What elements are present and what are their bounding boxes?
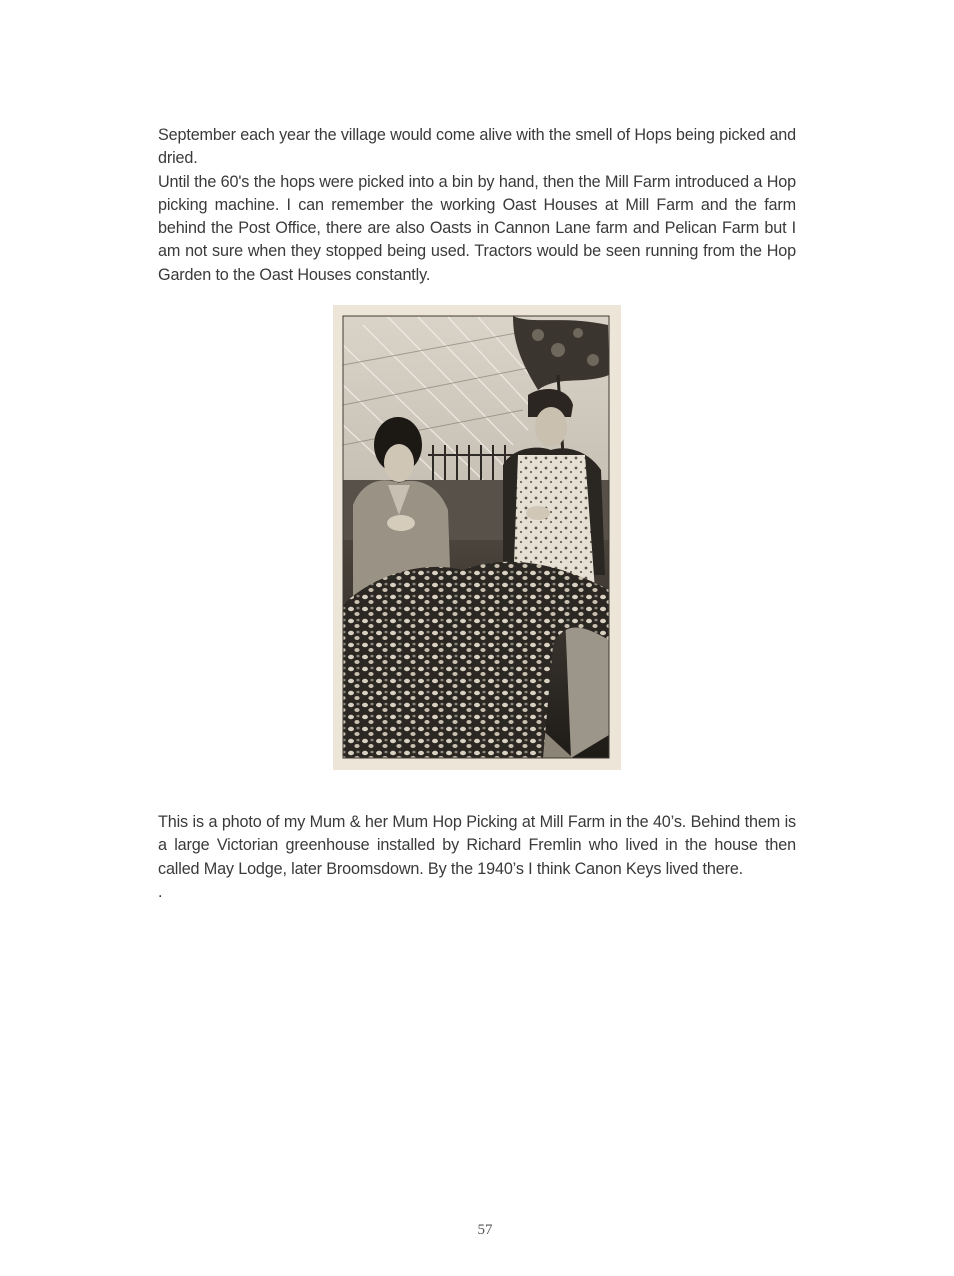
caption-paragraph: . — [158, 882, 163, 901]
paragraph: Until the 60's the hops were picked into a bin by hand, then the Mill Farm introduced a Hop picking machine. I can remember the working Oast Houses at Mill Farm and the farm behind the Post Office, there are also Oasts in Cannon Lane farm and Pelican Farm but I am not sure when they stopped being used. Tractors would be seen running from the Hop Garden to the Oast Houses constantly. — [158, 172, 796, 284]
page-number: 57 — [477, 1222, 493, 1238]
paragraph: September each year the village would come alive with the smell of Hops being picked and dried. — [158, 126, 796, 168]
caption-paragraph: This is a photo of my Mum & her Mum Hop Picking at Mill Farm in the 40’s. Behind them is a large Victorian greenhouse installed by Richard Fremlin who lived in the house then called May Lodge, later Broomsdown. By the 1940’s I think Canon Keys lived there. — [158, 813, 796, 878]
intro-text — [158, 124, 796, 287]
hop-picking-photo — [333, 305, 621, 770]
photo-caption — [158, 811, 796, 904]
